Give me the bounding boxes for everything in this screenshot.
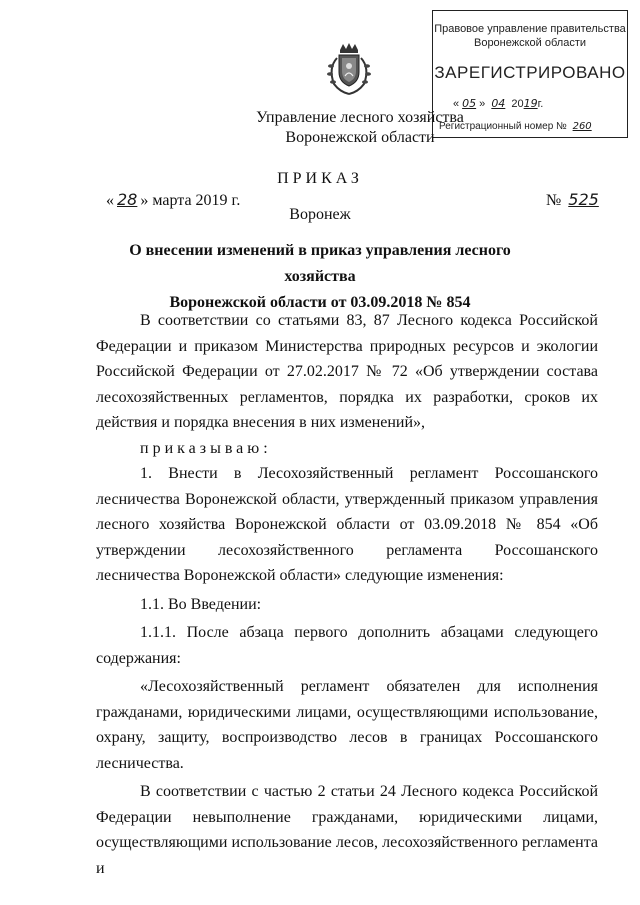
paragraph-item-1-1-1: 1.1.1. После абзаца первого дополнить абзацами следующего содержания: [96,624,598,667]
stamp-org-line1: Правовое управление правительства [434,23,626,35]
stamp-date-month: 04 [491,97,506,110]
paragraph-quote-2: В соответствии с частью 2 статьи 24 Лесного кодекса Российской Федерации невыполнение гражданами, юридическими лицами, осуществляющими использование лесов, лесохозяйственного регламента и [96,783,598,877]
stamp-reg-label: Регистрационный номер № [439,121,567,132]
department-line-1: Управление лесного хозяйства [256,109,464,126]
paragraph-directive: приказываю: [140,439,272,457]
document-body [96,308,598,881]
department-line-2: Воронежской области [285,129,435,146]
order-title-line-1: О внесении изменений в приказ управления лесного хозяйства [129,242,511,285]
stamp-date: « 05 » 04 2019г. [453,97,544,110]
order-title [120,238,520,316]
order-date: « 28 » марта 2019 г. [106,190,241,209]
stamp-org-line2: Воронежской области [473,37,586,49]
coat-of-arms-emblem [320,40,378,98]
stamp-year-unit: г. [537,98,544,110]
order-number-label: № [546,192,562,209]
paragraph-item-1-1: 1.1. Во Введении: [140,595,262,613]
order-date-rest: марта 2019 г. [152,192,241,209]
stamp-reg-value: 260 [572,121,592,132]
stamp-registered-label: ЗАРЕГИСТРИРОВАНО [434,63,626,82]
paragraph-item-1: 1. Внести в Лесохозяйственный регламент Россошанского лесничества Воронежской области, утвержденный приказом управления лесного хозяйства Воронежской области от 03.09.2018 № 854 «Об утверждении лесохозяйственного регламента Россошанского лесничества Воронежской области» следующие изменения: [96,465,598,584]
stamp-year-suffix: 19 [523,97,538,110]
order-date-day: 28 [117,190,138,209]
paragraph-preamble: В соответствии со статьями 83, 87 Лесного кодекса Российской Федерации и приказом Министерства природных ресурсов и экологии Российской Федерации от 27.02.2017 № 72 «Об утверждении состава лесохозяйственных регламентов, порядка их разработки, сроков их действия и порядка внесения в них изменений», [96,312,598,431]
order-title-line-2: Воронежской области от 03.09.2018 № 854 [169,294,471,311]
paragraph-quote-1: «Лесохозяйственный регламент обязателен для исполнения гражданами, юридическими лицами, осуществляющими использование, охрану, защиту, воспроизводство лесов в границах Россошанского лесничества. [96,678,598,772]
order-number-value: 525 [568,190,599,209]
stamp-year-prefix: 20 [511,98,524,110]
city: Воронеж [289,206,351,223]
stamp-date-day: 05 [462,97,477,110]
doc-type-heading: ПРИКАЗ [277,170,363,187]
